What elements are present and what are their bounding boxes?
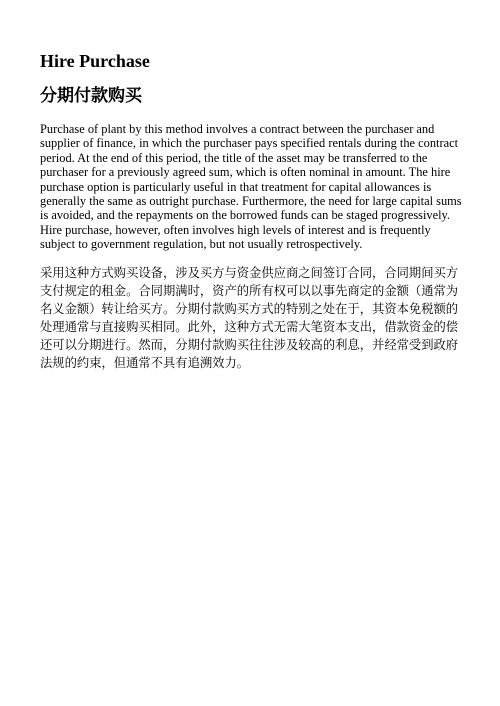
paragraph-chinese: 采用这种方式购买设备，涉及买方与资金供应商之间签订合同，合同期间买方支付规定的租金。合同期满时，资产的所有权可以以事先商定的金额（通常为名义金额）转让给买方。分期付款购买方式的特别之处在于，其资本免税额的处理通常与直接购买相同。此外，这种方式无需大笔资本支出，借款资金的偿还可以分期进行。然而，分期付款购买往往涉及较高的利息，并经常受到政府法规的约束，但通常不具有追溯效力。 [40,265,459,370]
paragraph-english: Purchase of plant by this method involves a contract between the purchaser and supplier of finance, in which the purchaser pays specified rentals during the contract period. At the end of this period, the title of the asset may be transferred to the purchaser for a previously agreed sum, which is often nominal in amount. The hire purchase option is particularly useful in that treatment for capital allowances is generally the same as outright purchase. Furthermore, the need for large capital sums is avoided, and the repayments on the borrowed funds can be staged progressively. Hire purchase, however, often involves high levels of interest and is frequently subject to government regulation, but not usually retrospectively. [40,122,462,252]
title-chinese: 分期付款购买 [40,86,142,106]
document-page [40,50,462,372]
title-english: Hire Purchase [40,51,150,71]
